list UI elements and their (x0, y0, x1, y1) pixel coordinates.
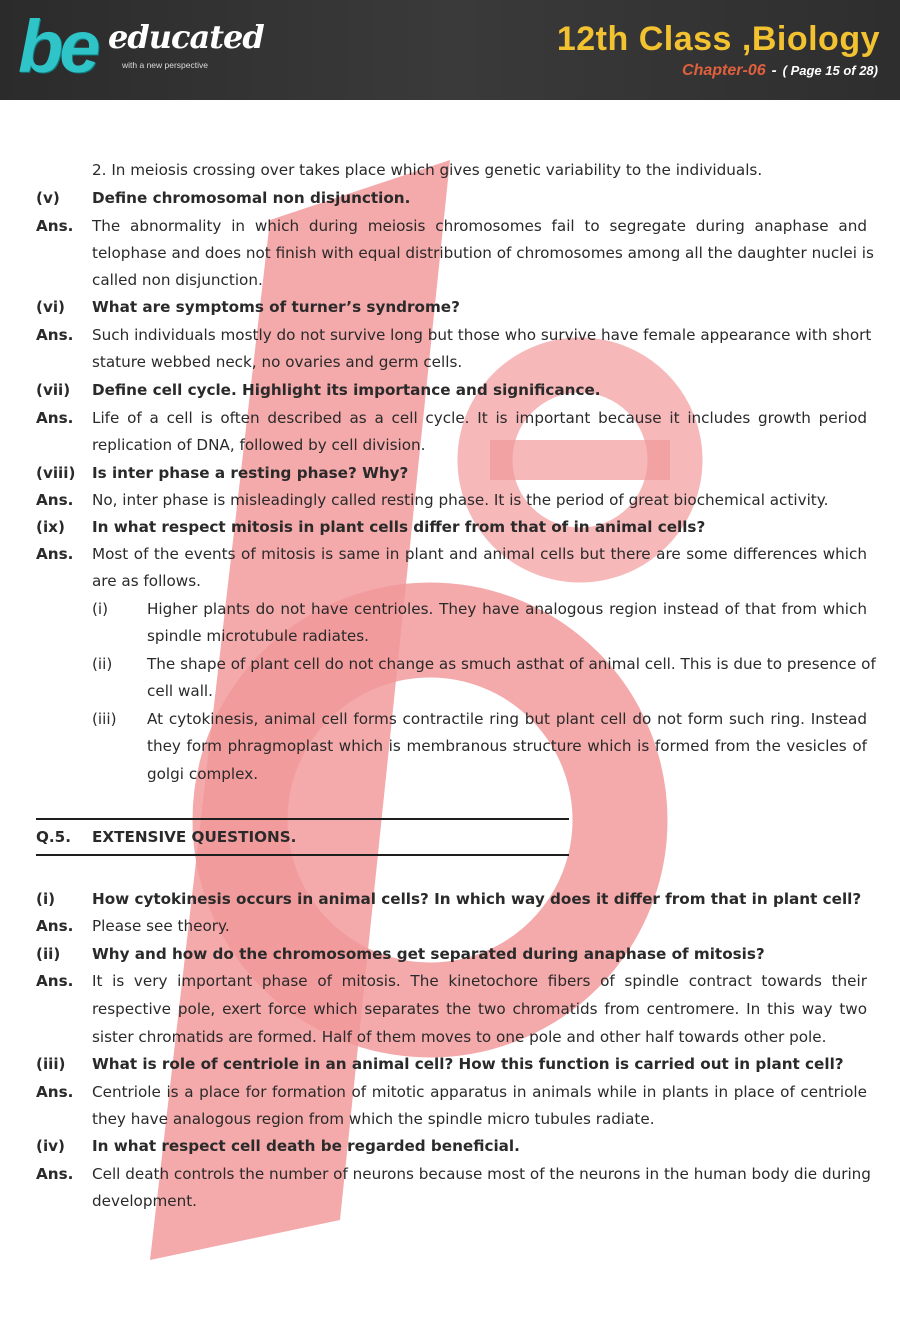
question-number: (v) (36, 189, 60, 207)
section-number: Q.5. (36, 828, 72, 846)
answer-text: The abnormality in which during meiosis chromosomes fail to segregate during anaphase and (92, 217, 867, 235)
answer-label: Ans. (36, 491, 74, 509)
answer-text: called non disjunction. (92, 271, 263, 289)
answer-text: No, inter phase is misleadingly called resting phase. It is the period of great biochemical activity. (92, 491, 829, 509)
question-number: (ii) (36, 945, 61, 963)
sub-point-text: Higher plants do not have centrioles. They have analogous region instead of that from which (147, 600, 867, 618)
sub-point-text: golgi complex. (147, 765, 259, 783)
question-text: Define chromosomal non disjunction. (92, 189, 411, 207)
answer-label: Ans. (36, 217, 74, 235)
answer-text: respective pole, exert force which separates the two chromatids from centromere. In this way two (92, 1000, 867, 1018)
answer-text: Cell death controls the number of neurons because most of the neurons in the human body die during (92, 1165, 871, 1183)
question-number: (i) (36, 890, 56, 908)
answer-text: are as follows. (92, 572, 201, 590)
question-text: What are symptoms of turner’s syndrome? (92, 298, 460, 316)
answer-text: development. (92, 1192, 198, 1210)
statement-line: 2. In meiosis crossing over takes place which gives genetic variability to the individuals. (92, 161, 763, 179)
question-number: (vii) (36, 381, 71, 399)
question-text: Is inter phase a resting phase? Why? (92, 464, 409, 482)
question-text: Define cell cycle. Highlight its importance and significance. (92, 381, 601, 399)
question-text: In what respect cell death be regarded beneficial. (92, 1137, 520, 1155)
answer-text: Centriole is a place for formation of mitotic apparatus in animals while in plants in place of centriole (92, 1083, 867, 1101)
question-number: (iii) (36, 1055, 66, 1073)
answer-label: Ans. (36, 972, 74, 990)
section-heading: EXTENSIVE QUESTIONS. (92, 828, 297, 846)
beeducated-logo (12, 5, 264, 94)
sub-point-number: (iii) (92, 710, 117, 728)
question-text: How cytokinesis occurs in animal cells? In which way does it differ from that in plant cell? (92, 890, 862, 908)
separator-dash: - (771, 62, 777, 79)
sub-point-text: spindle microtubule radiates. (147, 627, 369, 645)
answer-label: Ans. (36, 326, 74, 344)
sub-point-number: (ii) (92, 655, 113, 673)
sub-point-text: The shape of plant cell do not change as smuch asthat of animal cell. This is due to presence of (147, 655, 876, 673)
sub-point-text: they form phragmoplast which is membranous structure which is formed from the vesicles of (147, 737, 867, 755)
answer-text: telophase and does not finish with equal distribution of chromosomes among all the daughter nuclei is (92, 244, 874, 262)
question-number: (viii) (36, 464, 76, 482)
answer-label: Ans. (36, 1165, 74, 1183)
logo-be-text: be (18, 5, 97, 88)
answer-text: stature webbed neck, no ovaries and germ cells. (92, 353, 463, 371)
page-number: ( Page 15 of 28) (782, 63, 878, 78)
question-number: (ix) (36, 518, 65, 536)
sub-point-number: (i) (92, 600, 109, 618)
question-text: In what respect mitosis in plant cells differ from that of in animal cells? (92, 518, 706, 536)
logo-educated-text: educated (108, 18, 264, 56)
question-text: Why and how do the chromosomes get separated during anaphase of mitosis? (92, 945, 765, 963)
answer-text: Most of the events of mitosis is same in plant and animal cells but there are some differences which (92, 545, 867, 563)
answer-label: Ans. (36, 545, 74, 563)
section-rule-top (36, 818, 569, 820)
question-number: (vi) (36, 298, 65, 316)
chapter-page-info (682, 62, 878, 80)
page-title: 12th Class ,Biology (556, 20, 880, 58)
answer-text: It is very important phase of mitosis. The kinetochore fibers of spindle contract towards their (92, 972, 867, 990)
answer-label: Ans. (36, 409, 74, 427)
section-rule-bottom (36, 854, 569, 856)
answer-text: replication of DNA, followed by cell division. (92, 436, 426, 454)
answer-label: Ans. (36, 1083, 74, 1101)
logo-tagline: with a new perspective (122, 60, 208, 70)
question-text: What is role of centriole in an animal cell? How this function is carried out in plant cell? (92, 1055, 844, 1073)
answer-text: they have analogous region from which the spindle micro tubules radiate. (92, 1110, 655, 1128)
sub-point-text: At cytokinesis, animal cell forms contractile ring but plant cell do not form such ring. Instead (147, 710, 867, 728)
answer-text: Please see theory. (92, 917, 230, 935)
answer-text: Life of a cell is often described as a cell cycle. It is important because it includes growth period (92, 409, 867, 427)
question-number: (iv) (36, 1137, 65, 1155)
answer-text: Such individuals mostly do not survive long but those who survive have female appearance with short (92, 326, 872, 344)
page-header (0, 0, 900, 100)
answer-text: sister chromatids are formed. Half of them moves to one pole and other half towards other pole. (92, 1028, 827, 1046)
sub-point-text: cell wall. (147, 682, 213, 700)
answer-label: Ans. (36, 917, 74, 935)
chapter-label: Chapter-06 (682, 62, 766, 79)
